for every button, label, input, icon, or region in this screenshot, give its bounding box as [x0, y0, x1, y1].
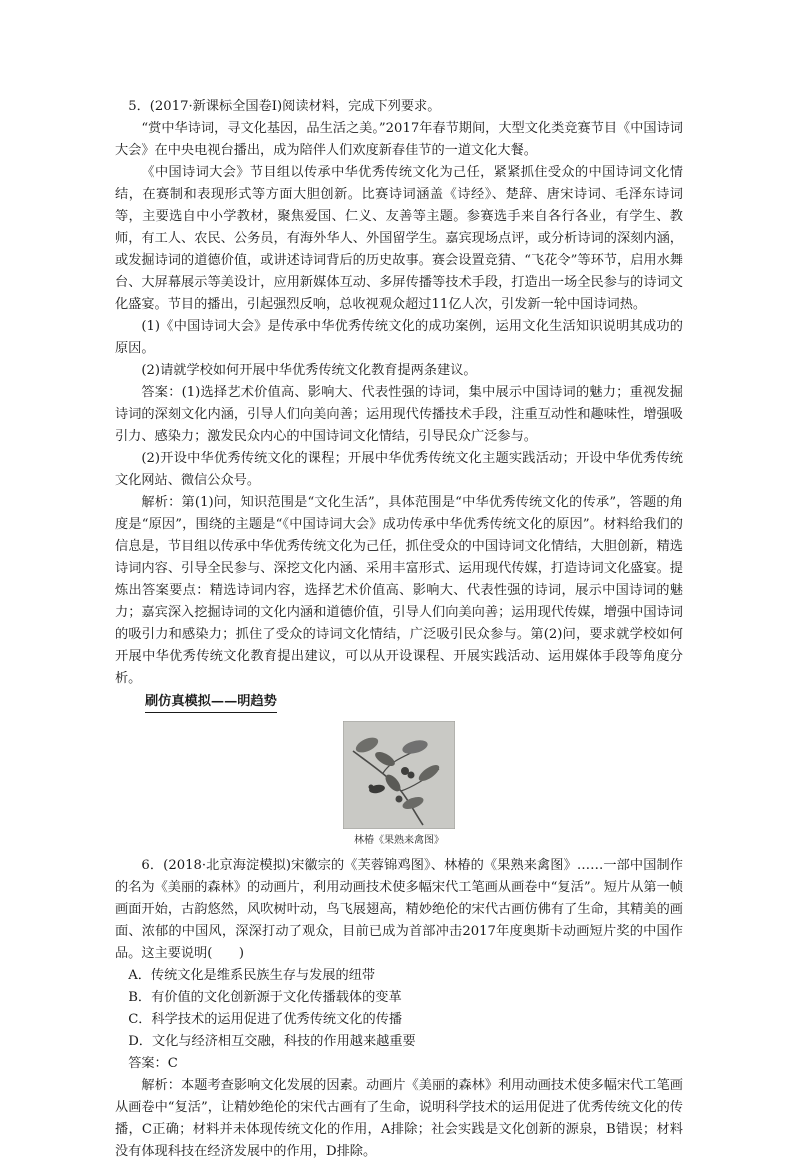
document-page [115, 96, 683, 1163]
section-title: 刷仿真模拟——明趋势 [145, 692, 277, 713]
q6-option-b: B．有价值的文化创新源于文化传播载体的变革 [128, 990, 402, 1005]
q6-option-d: D．文化与经济相互交融，科技的作用越来越重要 [128, 1034, 416, 1049]
q5-answer-2: (2)开设中华优秀传统文化的课程；开展中华优秀传统文化主题实践活动；开设中华优秀传统文化网站、微信公众号。 [115, 451, 683, 488]
q5-material-para2: 《中国诗词大会》节目组以传承中华优秀传统文化为己任，紧紧抓住受众的中国诗词文化情结，在赛制和表现形式等方面大胆创新。比赛诗词涵盖《诗经》、楚辞、唐宋诗词、毛泽东诗词等，主要选自中小学教材，聚焦爱国、仁义、友善等主题。参赛选手来自各行各业，有学生、教师，有工人、农民、公务员，有海外华人、外国留学生。嘉宾现场点评，或分析诗词的深刻内涵，或发掘诗词的道德价值，或讲述诗词背后的历史故事。赛会设置竞猜、“飞花令”等环节，启用水舞台、大屏幕展示等美设计，应用新媒体互动、多屏传播等技术手段，打造出一场全民参与的诗词文化盛宴。节目的播出，引起强烈反响，总收视观众超过11亿人次，引发新一轮中国诗词热。 [115, 165, 683, 312]
q6-option-a: A．传统文化是维系民族生存与发展的纽带 [128, 968, 376, 983]
q6-analysis: 解析：本题考查影响文化发展的因素。动画片《美丽的森林》利用动画技术使多幅宋代工笔画从画卷中“复活”，让精妙绝伦的宋代古画有了生命，说明科学技术的运用促进了优秀传统文化的传播，C正确；材料并未体现传统文化的作用，A排除；社会实践是文化创新的源泉，B错误；材料没有体现科技在经济发展中的作用，D排除。 [115, 1078, 683, 1159]
q5-header: 5．(2017·新课标全国卷Ⅰ)阅读材料，完成下列要求。 [128, 99, 441, 114]
painting-image [343, 721, 455, 829]
q5-requirement-2: (2)请就学校如何开展中华优秀传统文化教育提两条建议。 [141, 363, 477, 378]
painting-figure [343, 721, 455, 849]
q5-answer-1: 答案：(1)选择艺术价值高、影响大、代表性强的诗词，集中展示中国诗词的魅力；重视发掘诗词的深刻文化内涵，引导人们向美向善；运用现代传播技术手段，注重互动性和趣味性，增强吸引力、感染力；激发民众内心的中国诗词文化情结，引导民众广泛参与。 [115, 385, 683, 444]
painting-caption: 林椿《果熟来禽图》 [354, 835, 444, 846]
q5-analysis: 解析：第(1)问，知识范围是“文化生活”，具体范围是“中华优秀传统文化的传承”，答题的角度是“原因”，围绕的主题是“《中国诗词大会》成功传承中华优秀传统文化的原因”。材料给我们的信息是，节目组以传承中华优秀传统文化为己任，抓住受众的中国诗词文化情结，大胆创新，精选诗词内容、引导全民参与、深挖文化内涵、采用丰富形式、运用现代传媒，打造诗词文化盛宴。提炼出答案要点：精选诗词内容，选择艺术价值高、影响大、代表性强的诗词，展示中国诗词的魅力；嘉宾深入挖掘诗词的文化内涵和道德价值，引导人们向美向善；运用现代传媒，增强中国诗词的吸引力和感染力；抓住了受众的诗词文化情结，广泛吸引民众参与。第(2)问，要求就学校如何开展中华优秀传统文化教育提出建议，可以从开设课程、开展实践活动、运用媒体手段等角度分析。 [115, 495, 683, 686]
q6-answer: 答案：C [128, 1056, 178, 1071]
q6-stem: 6．(2018·北京海淀模拟)宋徽宗的《芙蓉锦鸡图》、林椿的《果熟来禽图》……一部中国制作的名为《美丽的森林》的动画片，利用动画技术使多幅宋代工笔画从画卷中“复活”。短片从第一帧画面开始，古韵悠然，风吹树叶动，鸟飞展翅高，精妙绝伦的宋代古画仿佛有了生命，其精美的画面、浓郁的中国风，深深打动了观众，目前已成为首部冲击2017年度奥斯卡动画短片奖的中国作品。这主要说明( ) [115, 858, 683, 961]
q6-option-c: C．科学技术的运用促进了优秀传统文化的传播 [128, 1012, 403, 1027]
q5-material-para1: “赏中华诗词，寻文化基因，品生活之美。”2017年春节期间，大型文化类竞赛节目《中国诗词大会》在中央电视台播出，成为陪伴人们欢度新春佳节的一道文化大餐。 [115, 121, 683, 158]
q5-requirement-1: (1)《中国诗词大会》是传承中华优秀传统文化的成功案例，运用文化生活知识说明其成功的原因。 [115, 319, 683, 356]
